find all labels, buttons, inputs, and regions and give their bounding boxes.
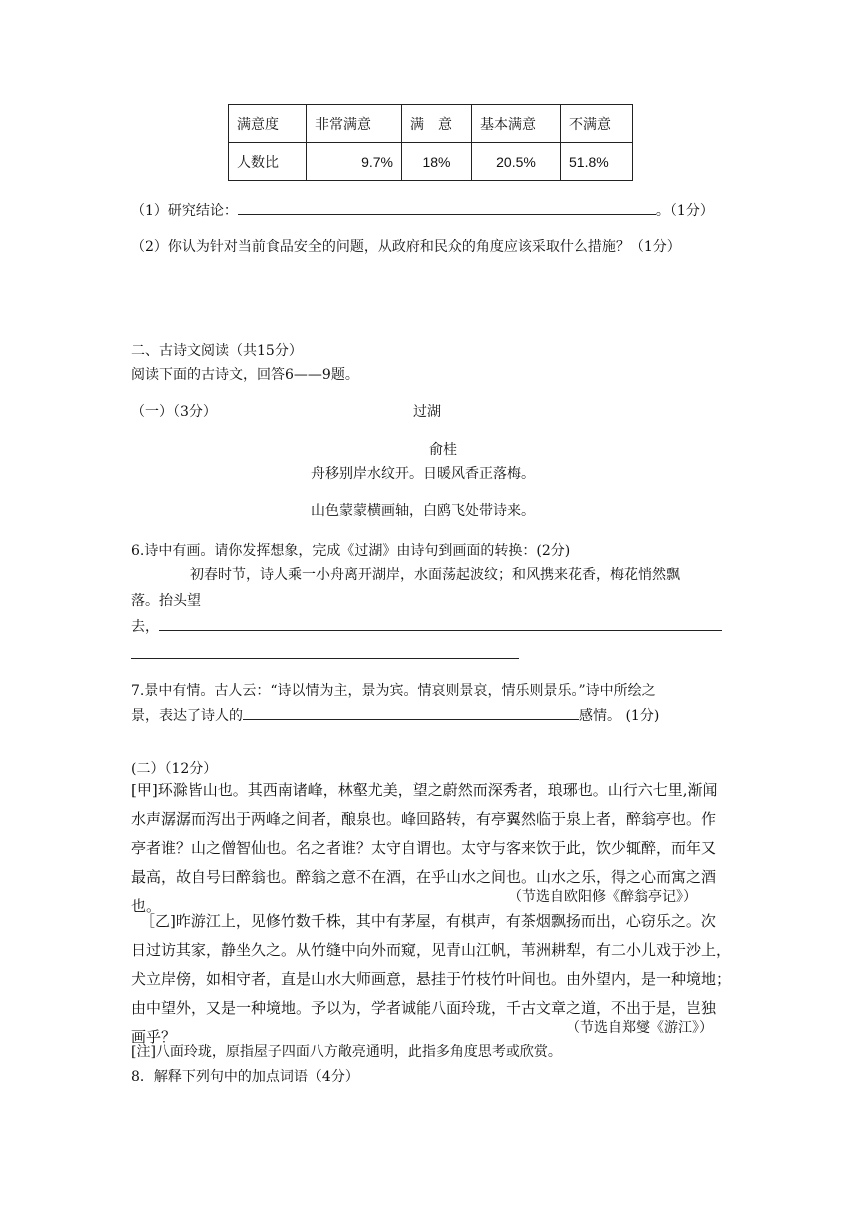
passage-line: 亭者谁？山之僧智仙也。名之者谁？太守自谓也。太守与客来饮于此，饮少辄醉，而年又 <box>131 839 717 857</box>
passage-source: （节选自欧阳修《醉翁亭记》） <box>508 889 697 905</box>
answer-blank[interactable] <box>131 644 519 659</box>
passage-line: [甲]环滁皆山也。其西南诸峰，林壑尤美，望之蔚然而深秀者，琅琊也。山行六七里,渐闻 <box>131 781 718 799</box>
question-7-line2 <box>131 705 659 725</box>
part-2-label: (二）（12分） <box>131 761 218 777</box>
answer-blank[interactable] <box>243 705 579 720</box>
passage-line: 由中望外，又是一种境地。予以为，学者诚能八面玲珑，千古文章之道，不出于是，岂独 <box>131 999 717 1017</box>
note: [注]八面玲珑，原指屋子四面八方敞亮通明，此指多角度思考或欣赏。 <box>131 1044 562 1060</box>
poem-part-label: （一）（3分） <box>131 404 217 420</box>
passage-line: 也。 <box>131 897 162 915</box>
passage-line: 画乎？ <box>131 1028 177 1046</box>
passage-line: 犬立岸傍，如相守者，直是山水大师画意，悬挂于竹枝竹叶间也。由外望内，是一种境地； <box>131 970 732 988</box>
table-row <box>229 105 633 143</box>
question-6-answer-line2 <box>131 644 519 663</box>
question-6-text: 初春时节，诗人乘一小舟离开湖岸，水面荡起波纹；和风携来花香，梅花悄然飘 <box>190 567 680 583</box>
section-heading: 二、古诗文阅读（共15分） <box>131 343 303 359</box>
question-7-line: 7.景中有情。古人云：“诗以情为主，景为宾。情哀则景哀，情乐则景乐。”诗中所绘之 <box>131 683 656 699</box>
question-6-text: 落。抬头望 <box>131 593 201 609</box>
question-6-stem: 6.诗中有画。请你发挥想象，完成《过湖》由诗句到画面的转换：(2分) <box>131 543 571 559</box>
table-cell: 9.7% <box>307 143 402 181</box>
section-intro: 阅读下面的古诗文，回答6——9题。 <box>131 367 359 383</box>
question-7-text: 景，表达了诗人的 <box>131 708 243 724</box>
question-2: （2）你认为针对当前食品安全的问题，从政府和民众的角度应该采取什么措施？（1分） <box>131 239 681 255</box>
question-1 <box>131 200 714 220</box>
answer-blank[interactable] <box>238 200 656 215</box>
table-cell: 20.5% <box>472 143 561 181</box>
passage-line: ［乙]昨游江上，见修竹数千株，其中有茅屋，有棋声，有茶烟飘扬而出，心窃乐之。次 <box>140 912 716 930</box>
satisfaction-table <box>228 104 633 181</box>
table-cell: 51.8% <box>561 143 633 181</box>
poem-author: 俞桂 <box>429 442 457 458</box>
table-cell: 满 意 <box>402 105 472 143</box>
table-cell: 基本满意 <box>472 105 561 143</box>
table-cell: 人数比 <box>229 143 307 181</box>
passage-line: 最高，故自号曰醉翁也。醉翁之意不在酒，在乎山水之间也。山水之乐，得之心而寓之酒 <box>131 868 717 886</box>
answer-blank[interactable] <box>159 616 722 631</box>
question-1-label: （1）研究结论： <box>131 203 238 219</box>
table-cell: 不满意 <box>561 105 633 143</box>
table-row <box>229 143 633 181</box>
question-8-stem: 8．解释下列句中的加点词语（4分） <box>131 1069 359 1085</box>
question-6-answer <box>131 616 722 636</box>
question-7-text: 感情。 (1分) <box>579 708 660 724</box>
poem-line: 舟移别岸水纹开。日暖风香正落梅。 <box>311 466 535 482</box>
question-6-text: 去， <box>131 619 159 635</box>
passage-source: （节选自郑燮《游江》） <box>566 1020 713 1036</box>
poem-line: 山色蒙蒙横画轴，白鸥飞处带诗来。 <box>311 503 535 519</box>
table-cell: 18% <box>402 143 472 181</box>
table-cell: 非常满意 <box>307 105 402 143</box>
passage-line: 水声潺潺而泻出于两峰之间者，酿泉也。峰回路转，有亭翼然临于泉上者，醉翁亭也。作 <box>131 810 717 828</box>
question-1-end: 。（1分） <box>655 203 714 219</box>
table-cell: 满意度 <box>229 105 307 143</box>
passage-line: 日过访其家，静坐久之。从竹缝中向外而窥，见青山江帆，苇洲耕犁，有二小儿戏于沙上， <box>131 941 732 959</box>
poem-title: 过湖 <box>413 404 441 420</box>
